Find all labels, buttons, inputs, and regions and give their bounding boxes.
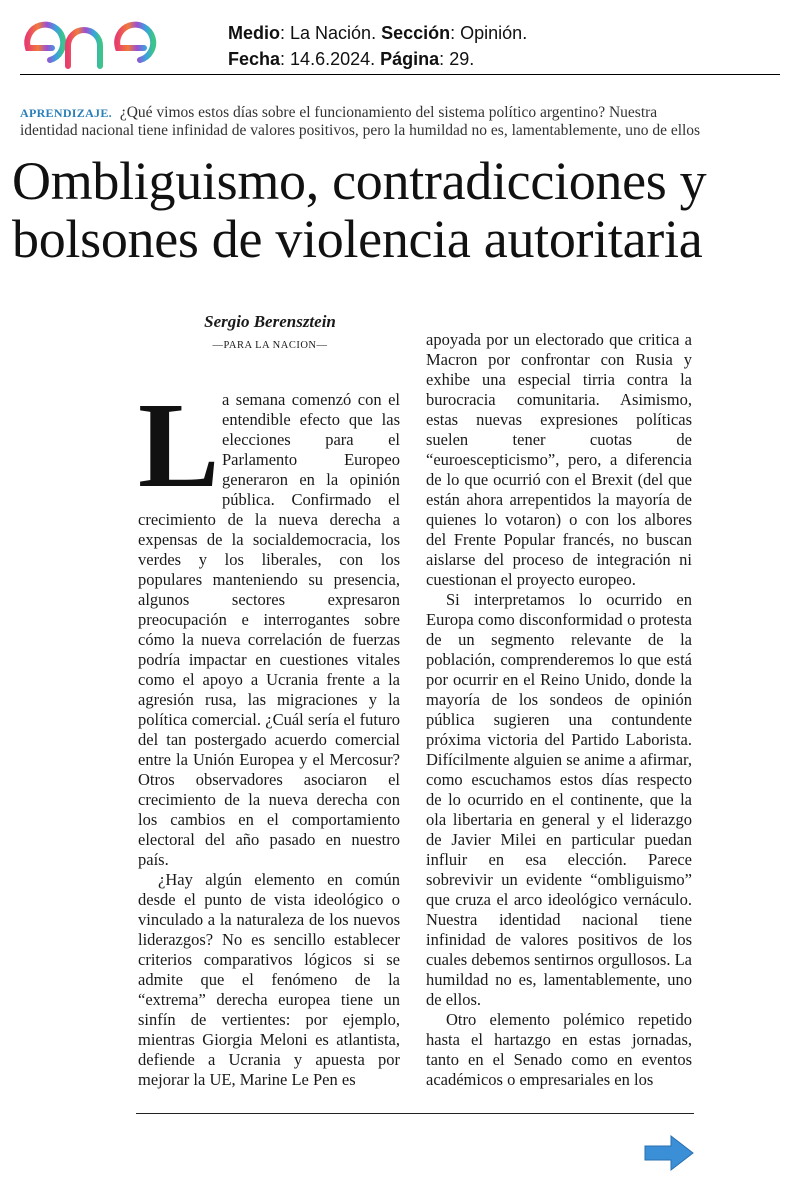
article-column-2 [426, 330, 692, 1090]
paragraph: Si interpretamos lo ocurrido en Europa como disconformidad o protesta de un segmento relevante de la población, comprenderemos lo que está por ocurrir en el Reino Unido, donde la mayoría de los sondeos de opinión pública sugieren una contundente próxima victoria del Partido Laborista. Difícilmente alguien se anime a afirmar, como escuchamos estos días respecto de lo ocurrido en el continente, que la ola libertaria en general y el liderazgo de Javier Milei en particular puedan influir en esa elección. Parece sobrevivir un evidente “ombliguismo” que cruza el arco ideológico vernáculo. Nuestra identidad nacional tiene infinidad de valores positivos de los cuales debemos sentirnos orgullosos. La humildad no es, lamentablemente, uno de ellos. [426, 590, 692, 1009]
document-meta [228, 20, 527, 72]
headline-line-2: bolsones de violencia autoritaria [12, 209, 703, 269]
paragraph: Otro elemento polémico repetido hasta el hartazgo en estas jornadas, tanto en el Senado como en eventos académicos o empresariales en los [426, 1010, 692, 1089]
arrow-right-icon[interactable] [643, 1133, 695, 1173]
medio-label: Medio [228, 23, 280, 43]
byline [140, 312, 400, 351]
pagina-label: Página [380, 49, 440, 69]
paragraph: ¿Hay algún elemento en común desde el punto de vista ideológico o vinculado a la naturaleza de los nuevos liderazgos? No es sencillo establecer criterios comparativos lógicos si se admite que el fenómeno de la “extrema” derecha europea tiene un sinfín de vertientes: por ejemplo, mientras Giorgia Meloni es atlantista, defiende a Ucrania y apuesta por mejorar la UE, Marine Le Pen es [138, 870, 400, 1089]
meta-line-1: Medio: La Nación. Sección: Opinión. [228, 23, 528, 43]
headline-line-1: Ombliguismo, contradicciones y [12, 151, 707, 211]
article-kicker [20, 104, 790, 139]
pagina-value: 29 [449, 49, 470, 69]
header-divider [20, 74, 780, 75]
seccion-label: Sección [381, 23, 451, 43]
kicker-line-1 [20, 104, 790, 122]
paragraph-text: a semana comenzó con el entendible efecto que las elecciones para el Parlamento Europeo generaron en la opinión pública. Confirmado el crecimiento de la nueva derecha a expensas de la socialdemocracia, los verdes y los liberales, con los populares manteniendo su presencia, algunos sectores expresaron preocupación e interrogantes sobre cómo la nueva correlación de fuerzas podría impactar en cuestiones vitales como el apoyo a Ucrania frente a la agresión rusa, las migraciones y la política comercial. ¿Cuál sería el futuro del tan postergado acuerdo comercial entre la Unión Europea y el Mercosur? Otros observadores asociaron el crecimiento de la nueva derecha con los cambios en el comportamiento electoral del año pasado en nuestro país. [138, 390, 400, 869]
author-name: Sergio Berensztein [204, 312, 336, 331]
enel-logo [14, 2, 214, 76]
footer-divider [136, 1113, 694, 1114]
meta-line-2: Fecha: 14.6.2024. Página: 29. [228, 49, 475, 69]
paragraph [138, 378, 400, 870]
drop-cap: L [138, 378, 220, 513]
fecha-label: Fecha [228, 49, 281, 69]
byline-source: —PARA LA NACION— [212, 340, 328, 351]
kicker-line-2: identidad nacional tiene infinidad de valores positivos, pero la humildad no es, lamentablemente, uno de ellos [20, 122, 701, 139]
kicker-text-1: ¿Qué vimos estos días sobre el funcionamiento del sistema político argentino? Nuestra [119, 104, 658, 121]
fecha-value: 14.6.2024 [290, 49, 371, 69]
article-column-1 [138, 378, 400, 1090]
article-headline [12, 152, 800, 268]
kicker-tag: APRENDIZAJE. [20, 106, 112, 120]
paragraph: apoyada por un electorado que critica a Macron por confrontar con Rusia y exhibe una especial tirria contra la burocracia comunitaria. Asimismo, estas nuevas expresiones políticas suelen tener cuotas de “euroescepticismo”, pero, a diferencia de lo que ocurrió con el Brexit (del que están ahora arrepentidos la mayoría de quienes lo votaron) o con los albores del Frente Popular francés, no buscan aislarse del proceso de integración ni cuestionan el proyecto europeo. [426, 330, 692, 589]
seccion-value: Opinión [460, 23, 523, 43]
medio-value: La Nación [290, 23, 372, 43]
